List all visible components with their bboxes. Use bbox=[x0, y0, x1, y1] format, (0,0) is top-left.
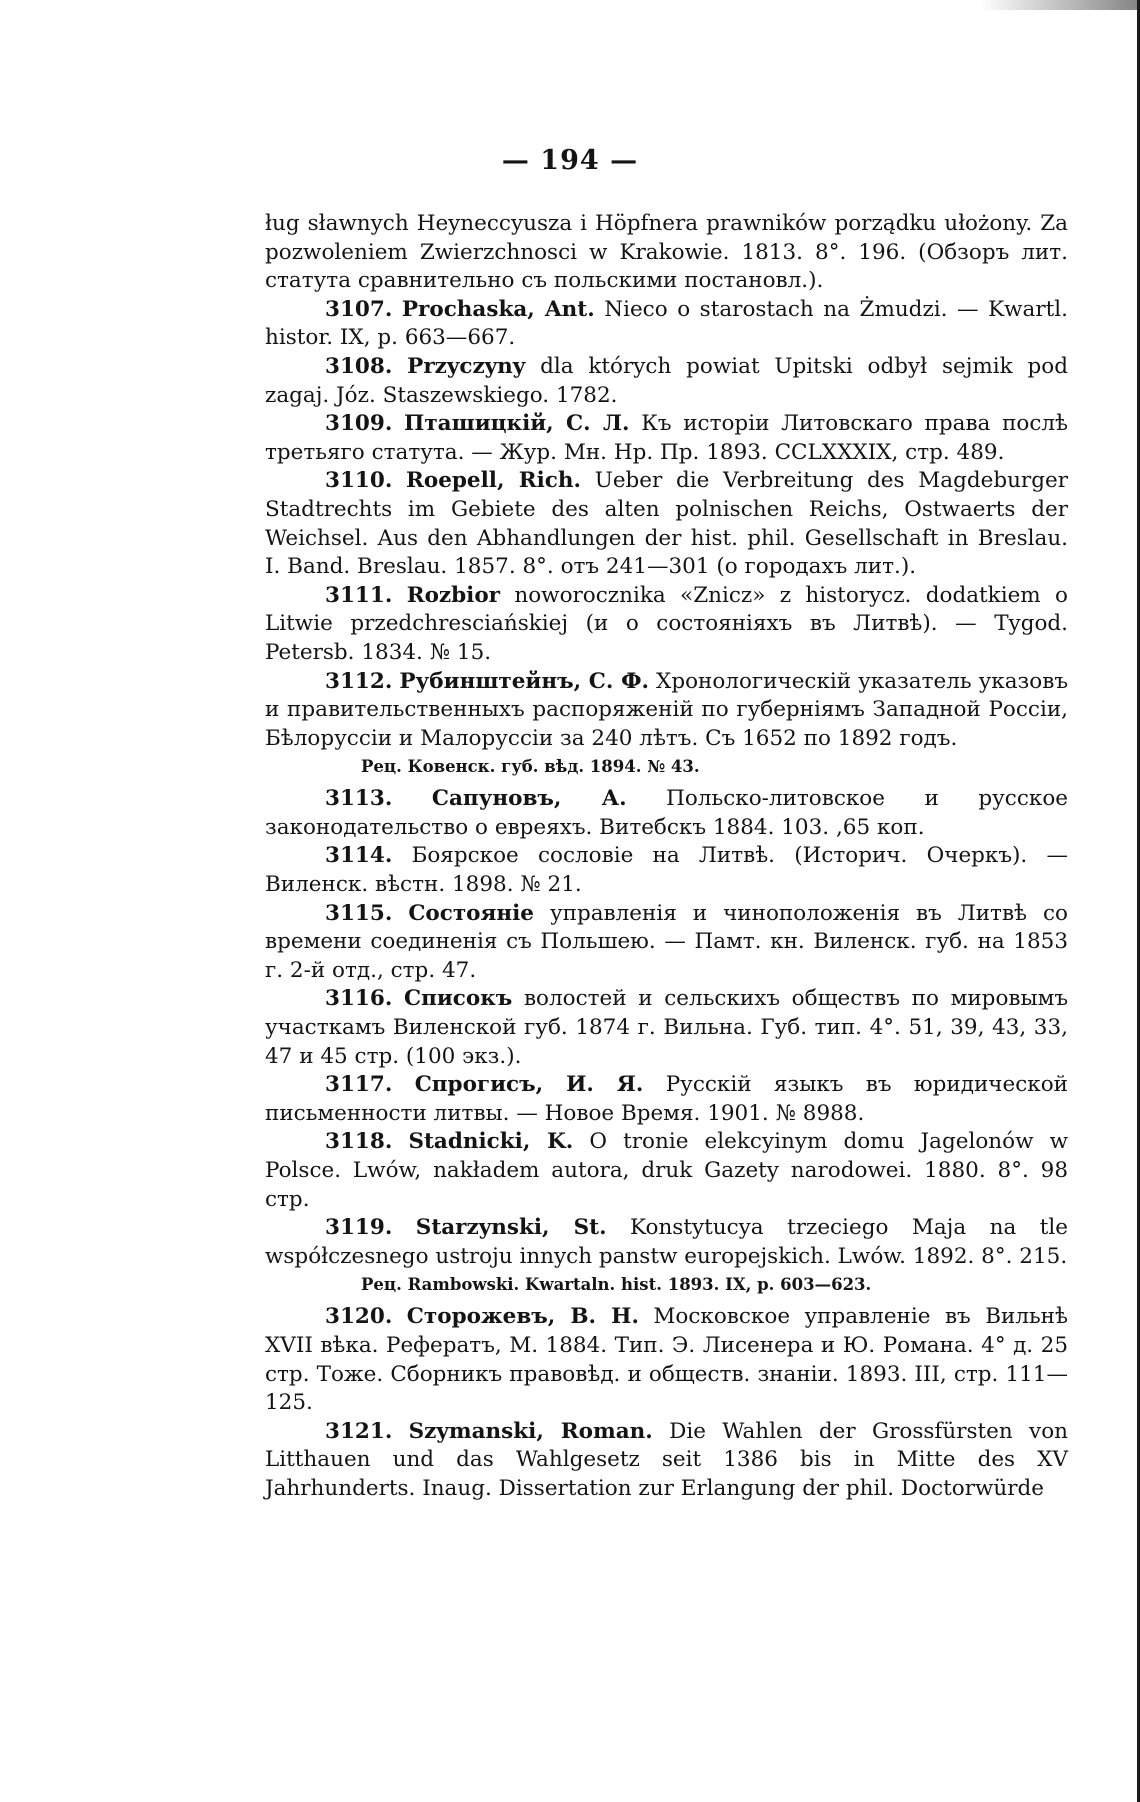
entry-number: 3110. bbox=[325, 468, 393, 494]
entry-3120 bbox=[265, 1303, 1068, 1417]
page-corner-shadow bbox=[980, 0, 1140, 10]
entry-text: Русскій языкъ въ юридической письменности литвы. — Новое Время. 1901. № 8988. bbox=[265, 1072, 1068, 1126]
entry-number: 3120. bbox=[325, 1304, 393, 1330]
entry-3117 bbox=[265, 1071, 1068, 1128]
entry-3116 bbox=[265, 985, 1068, 1071]
entry-text: Боярское сословіе на Литвѣ. (Историч. Очеркъ). — Виленск. вѣстн. 1898. № 21. bbox=[265, 843, 1068, 898]
entry-author: Состояніе bbox=[408, 900, 534, 926]
entry-number: 3113. bbox=[325, 786, 393, 812]
entry-text: ług sławnych Heyneccyusza i Höpfnera prawników porządku ułożony. Za pozwoleniem Zwierzchnosci w Krakowie. 1813. 8°. 196. (Обзоръ лит. статута сравнительно съ польскими постановл.). bbox=[265, 211, 1068, 294]
entry-review: Рец. Rambowski. Kwartaln. hist. 1893. IX, p. 603—623. bbox=[361, 1275, 872, 1295]
entry-number: 3117. bbox=[325, 1072, 393, 1098]
entry-3119 bbox=[265, 1214, 1068, 1271]
entry-number: 3108. bbox=[325, 353, 393, 379]
entry-number: 3107. bbox=[325, 296, 393, 322]
entry-number: 3116. bbox=[325, 986, 393, 1012]
entry-text: Konstytucya trzeciego Maja na tle współczesnego ustroju innych panstw europejskich. Lwów. 1892. 8°. 215. bbox=[265, 1215, 1068, 1269]
entry-3108 bbox=[265, 353, 1068, 410]
entry-number: 3112. bbox=[325, 668, 393, 694]
entry-number: 3121. bbox=[325, 1418, 393, 1444]
entry-3115 bbox=[265, 900, 1068, 986]
entry-author: Szymanski, Roman. bbox=[408, 1418, 653, 1444]
entry-number: 3119. bbox=[325, 1215, 393, 1241]
entry-3112 bbox=[265, 668, 1068, 754]
entry-author: Сторожевъ, В. Н. bbox=[406, 1304, 639, 1330]
entry-number: 3115. bbox=[325, 900, 393, 926]
entry-3114 bbox=[265, 842, 1068, 899]
entry-3113 bbox=[265, 785, 1068, 842]
entry-text: Къ исторіи Литовскаго права послѣ третьяго статута. — Жур. Мн. Нр. Пр. 1893. CCLXXXIX, стр. 489. bbox=[265, 411, 1069, 465]
entry-author: Prochaska, Ant. bbox=[401, 296, 595, 322]
entry-3121 bbox=[265, 1418, 1068, 1504]
entry-number: 3114. bbox=[325, 843, 393, 869]
entry-text: Польско-литовское и русское законодательство о евреяхъ. Витебскъ 1884. 103. ,65 коп. bbox=[265, 786, 1068, 840]
entry-author: Starzynski, St. bbox=[415, 1215, 607, 1241]
entry-text: Московское управленіе въ Вильнѣ XVII вѣка. Рефератъ, М. 1884. Тип. Э. Лисенера и Ю. Романа. 4° д. 25 стр. Тоже. Сборникъ правовѣд. и обществ. знаніи. 1893. III, стр. 111—125. bbox=[265, 1304, 1068, 1416]
entry-text: Die Wahlen der Grossfürsten von Litthauen und das Wahlgesetz seit 1386 bis in Mitte des XV Jahrhunderts. Inaug. Dissertation zur Erlangung der phil. Doctorwürde bbox=[265, 1418, 1068, 1501]
entry-author: Списокъ bbox=[404, 986, 513, 1012]
entry-author: Stadnicki, K. bbox=[408, 1129, 574, 1155]
entry-text: dla których powiat Upitski odbył sejmik pod zagaj. Józ. Staszewskiego. 1782. bbox=[265, 353, 1068, 408]
entry-author: Спрогисъ, И. Я. bbox=[414, 1072, 644, 1098]
entry-3109 bbox=[265, 410, 1068, 467]
entry-author: Пташицкій, С. Л. bbox=[404, 411, 630, 437]
bibliography-list bbox=[265, 210, 1068, 1504]
entry-author: Roepell, Rich. bbox=[406, 468, 582, 494]
entry-text: O tronie elekcyinym domu Jagelonów w Polsce. Lwów, nakładem autora, druk Gazety narodowei. 1880. 8°. 98 стр. bbox=[265, 1129, 1068, 1212]
entry-text: Nieco o starostach na Żmudzi. — Kwartl. histor. IX, p. 663—667. bbox=[265, 296, 1068, 351]
entry-3118 bbox=[265, 1128, 1068, 1214]
entry-3110 bbox=[265, 467, 1068, 581]
entry-number: 3109. bbox=[325, 411, 393, 437]
entry-author: Рубинштейнъ, С. Ф. bbox=[399, 668, 649, 694]
entry-3111 bbox=[265, 582, 1068, 668]
entry-3107 bbox=[265, 296, 1068, 353]
entry-number: 3118. bbox=[325, 1129, 393, 1155]
entry-text: Хронологическій указатель указовъ и правительственныхъ распоряженій по губерніямъ Западной Россіи, Бѣлоруссіи и Малоруссіи за 240 лѣтъ. Съ 1652 по 1892 годъ. bbox=[265, 668, 1068, 751]
entry-text: волостей и сельскихъ обществъ по мировымъ участкамъ Виленской губ. 1874 г. Вильна. Губ. тип. 4°. 51, 39, 43, 33, 47 и 45 стр. (100 экз.). bbox=[265, 986, 1069, 1069]
entry-author: Сапуновъ, А. bbox=[431, 786, 627, 812]
entry-text: управленія и чиноположенія въ Литвѣ со времени соединенія съ Польшею. — Памт. кн. Виленск. губ. на 1853 г. 2-й отд., стр. 47. bbox=[265, 900, 1068, 983]
entry-author: Przyczyny bbox=[407, 353, 526, 379]
entry-review: Рец. Ковенск. губ. вѣд. 1894. № 43. bbox=[361, 757, 700, 777]
continuation-entry bbox=[265, 210, 1068, 296]
entry-author: Rozbior bbox=[406, 582, 500, 608]
entry-text: noworocznika «Znicz» z historycz. dodatkiem o Litwie przedchresciańskiej (и о состояніяхъ въ Литвѣ). — Tygod. Petersb. 1834. № 15. bbox=[265, 582, 1068, 665]
entry-number: 3111. bbox=[325, 582, 393, 608]
entry-text: Ueber die Verbreitung des Magdeburger Stadtrechts im Gebiete des alten polnischen Reichs, Ostwaerts der Weichsel. Aus den Abhandlungen der hist. phil. Gesellschaft in Breslau. I. Band. Breslau. 1857. 8°. отъ 241—301 (о городахъ лит.). bbox=[265, 468, 1068, 580]
page-number: — 194 — bbox=[501, 145, 639, 176]
